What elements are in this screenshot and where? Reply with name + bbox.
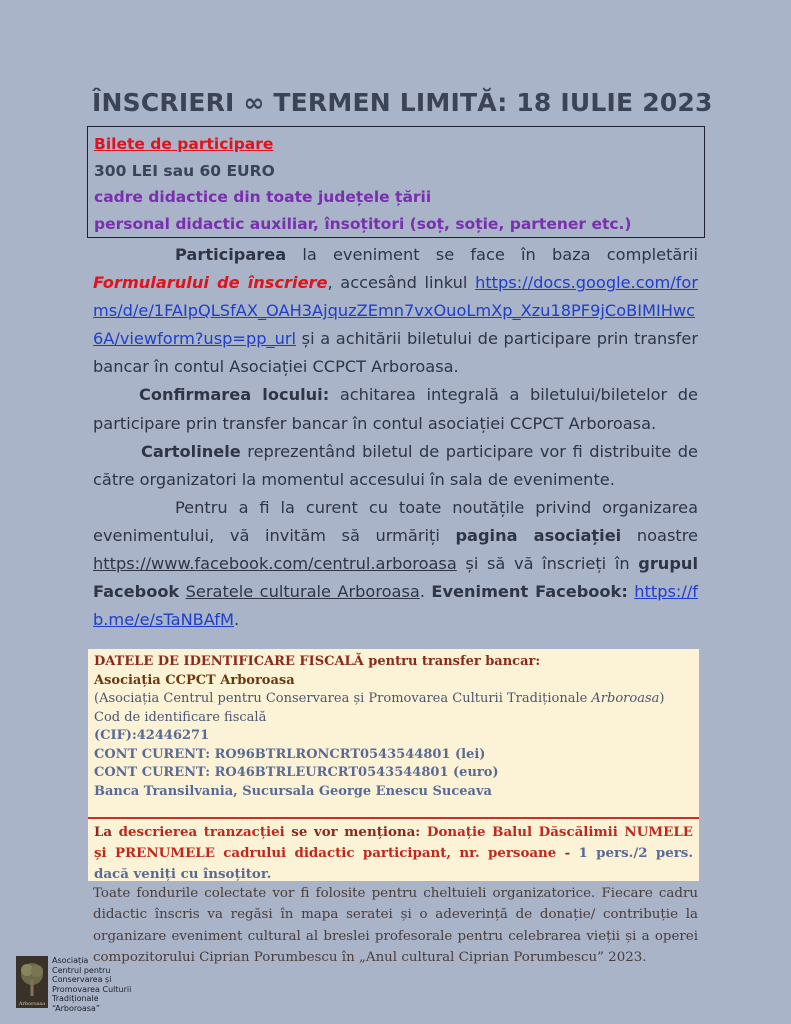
association-logo-label — [52, 956, 162, 1014]
fb-text-1: Pentru a fi la curent cu toate noutățile privind organizarea evenimentului, vă invităm să urmăriți — [93, 497, 698, 545]
fb-text-5: . — [419, 582, 432, 602]
fiscal-cif: (CIF):42446271 — [94, 728, 210, 743]
note-a: La — [94, 824, 119, 840]
association-logo — [16, 956, 48, 1008]
tickets-box — [87, 126, 705, 238]
tree-logo-icon — [16, 956, 48, 1008]
logo-mark: Arboroasa — [18, 1001, 46, 1007]
bank-name: Banca Transilvania, Sucursala George Enescu Suceava — [94, 783, 492, 799]
registration-text-1: la eveniment se face în baza completării — [286, 245, 698, 264]
main-body — [93, 241, 698, 634]
fiscal-org-full-b: Arboroasa — [591, 691, 660, 706]
registration-text-3: și a achitării biletului de participare prin transfer bancar în contul Asociației CCPCT Arboroasa. — [93, 329, 698, 377]
fb-text-7: . — [233, 610, 240, 630]
account-euro: CONT CURENT: RO46BTRLEURCRT0543544801 (euro) — [94, 765, 499, 780]
fiscal-org-full — [94, 690, 693, 709]
registration-form-name: Formularului de înscriere — [93, 273, 328, 293]
google-form-link[interactable]: https://docs.google.com/forms/d/e/1FAIpQLSfAX_OAH3AjquzZEmn7vxOuoLmXp_Xzu18PF9jCoBIMIHwc6A/viewform?usp=pp_url — [93, 273, 698, 349]
facebook-group-link[interactable]: Seratele culturale Arboroasa — [185, 582, 420, 602]
fb-text-3: și să vă înscrieți în — [456, 554, 639, 574]
fb-bold-group: grupul Facebook — [93, 554, 698, 602]
confirmation-text: achitarea integrală a biletului/biletelor de participare prin transfer bancar în contul asociației CCPCT Arboroasa. — [93, 385, 699, 433]
cards-bold: Cartolinele — [141, 441, 241, 461]
fiscal-org: Asociația CCPCT Arboroasa — [94, 672, 295, 688]
registration-bold: Participarea — [175, 245, 287, 264]
fiscal-org-full-c: ) — [659, 691, 665, 706]
paragraph-confirmation — [93, 381, 698, 437]
fiscal-org-full-a: (Asociația Centrul pentru Conservarea și Promovarea Culturii Tradiționale — [94, 691, 592, 706]
facebook-page-link[interactable]: https://www.facebook.com/centrul.arboroasa — [93, 554, 457, 574]
registration-text-2: , accesând linkul — [327, 273, 476, 293]
paragraph-cards — [93, 438, 698, 494]
fiscal-data-box — [88, 649, 699, 817]
fiscal-heading: DATELE DE IDENTIFICARE FISCALĂ pentru transfer bancar: — [94, 654, 541, 669]
fb-bold-page: pagina asociației — [455, 525, 622, 545]
tickets-heading: Bilete de participare — [94, 135, 274, 153]
facebook-event-link[interactable]: https://fb.me/e/sTaNBAfM — [93, 582, 698, 630]
note-g: însoțitor. — [198, 866, 272, 882]
paragraph-facebook — [93, 494, 698, 634]
transaction-note — [88, 817, 699, 881]
note-c: se vor menționa: — [284, 824, 427, 840]
paragraph-registration — [93, 241, 698, 381]
note-d: Donație Balul Dăscălimii NUMELE și PRENUMELE cadrului didactic participant, nr. persoane — [94, 824, 693, 861]
tickets-audience-1: cadre didactice din toate județele țării — [94, 188, 432, 206]
account-lei: CONT CURENT: RO96BTRLRONCRT0543544801 (lei) — [94, 746, 486, 762]
fb-bold-event: Eveniment Facebook: — [431, 582, 628, 602]
note-b: descrierea tranzacției — [118, 824, 285, 840]
logo-line-2: Centrul pentru Conservarea și — [52, 965, 112, 985]
fb-text-2: noastre — [621, 525, 698, 545]
note-f: 1 pers./2 pers. dacă veniți cu — [94, 845, 693, 882]
logo-line-5: “Arboroasa” — [52, 1003, 100, 1013]
fiscal-cif-label: Cod de identificare fiscală — [94, 709, 267, 725]
logo-line-4: Tradiționale — [52, 994, 99, 1004]
final-paragraph: Toate fondurile colectate vor fi folosite pentru cheltuieli organizatorice. Fiecare cadru didactic înscris va regăsi în mapa seratei și o adeverință de donație/ contribuție la organizare eveniment cultural al breslei profesorale pentru celebrarea vieții și a operei compozitorului Ciprian Porumbescu în „Anul cultural Ciprian Porumbescu” 2023. — [93, 886, 698, 965]
note-e: - — [556, 845, 579, 861]
tickets-price: 300 LEI sau 60 EURO — [94, 161, 275, 180]
confirmation-bold: Confirmarea locului: — [139, 385, 330, 405]
page-title: ÎNSCRIERI ∞ TERMEN LIMITĂ: 18 IULIE 2023 — [92, 88, 713, 117]
tickets-audience-2: personal didactic auxiliar, însoțitori (soț, soție, partener etc.) — [94, 214, 632, 233]
logo-line-1: Asociația — [52, 956, 89, 965]
cards-text: reprezentând biletul de participare vor fi distribuite de către organizatori la momentul accesului în sala de evenimente. — [93, 441, 698, 489]
logo-line-3: Promovarea Culturii — [52, 984, 132, 994]
